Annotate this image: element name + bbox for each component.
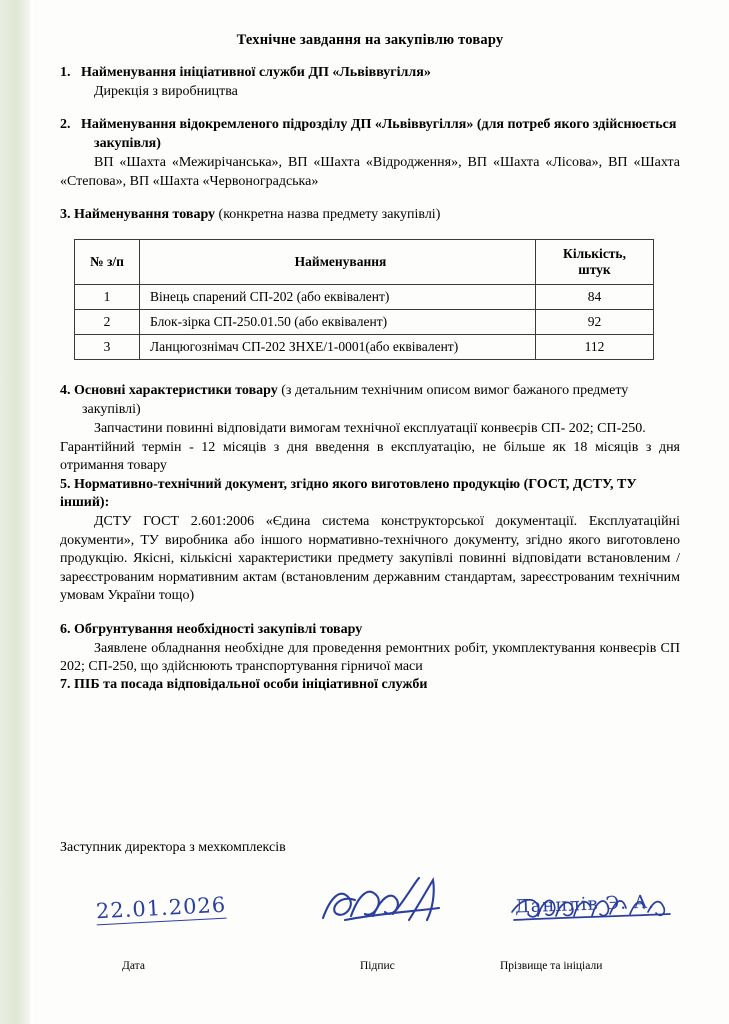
row-3-name: Ланцюгознімач СП-202 ЗНХЕ/1-0001(або еквівалент): [140, 335, 536, 360]
label-surname-initials: Прізвище та ініціали: [500, 960, 603, 972]
section-1-number: 1.: [60, 65, 71, 80]
table-header-name: Найменування: [140, 239, 536, 284]
signer-role: Заступник директора з мехкомплексів: [60, 840, 286, 855]
table-row: [75, 335, 654, 360]
handwritten-name: Данилів Э. А.: [514, 891, 656, 918]
section-1: [60, 64, 680, 101]
section-2-number: 2.: [60, 117, 71, 133]
row-2-qty: 92: [536, 310, 654, 335]
page-binding-edge: [30, 0, 33, 1024]
table-row: [75, 310, 654, 335]
section-5: [60, 476, 680, 606]
signature-row: [60, 890, 680, 960]
row-1-qty: 84: [536, 285, 654, 310]
items-table: [74, 239, 654, 360]
row-1-no: 1: [75, 285, 140, 310]
page-title: Технічне завдання на закупівлю товару: [236, 32, 504, 48]
section-6-number: 6.: [60, 621, 71, 637]
section-2-heading: [60, 116, 680, 154]
section-2-title: Найменування відокремленого підрозділу ДП «Львіввугілля» (для потреб якого здійснюється закупівля): [81, 117, 677, 152]
signature-labels: [60, 960, 680, 978]
section-1-title: Найменування ініціативної служби ДП «Львіввугілля»: [81, 65, 431, 80]
signature-block: [60, 840, 680, 978]
section-2: [60, 116, 680, 191]
section-7-heading: [60, 676, 680, 695]
section-4-subtitle: (з детальним технічним описом вимог бажаного предмету закупівлі): [82, 383, 629, 418]
label-signature: Підпис: [360, 960, 395, 972]
section-3: [60, 206, 680, 360]
section-5-body: ДСТУ ГОСТ 2.601:2006 «Єдина система конструкторської документації. Експлуатаційні документи», ТУ виробника або іншого нормативно-технічного документу, згідно якого виготовлено продукцію. Якісні, кількісні характеристики предмету закупівлі повинні відповідати встановленим / зареєстрованим нормативним актам (встановленим державним стандартам, зареєстрованим технічним умовам України тощо): [60, 514, 680, 604]
table-header-qty-line2: штук: [578, 262, 611, 278]
section-7: [60, 676, 680, 695]
section-4-number: 4.: [60, 383, 71, 399]
table-header-row: [75, 239, 654, 284]
table-header-no: № з/п: [75, 239, 140, 284]
row-2-no: 2: [75, 310, 140, 335]
row-3-no: 3: [75, 335, 140, 360]
section-7-title: ПІБ та посада відповідальної особи ініціативної служби: [74, 677, 428, 693]
table-row: [75, 285, 654, 310]
section-4-body-2: Гарантійний термін - 12 місяців з дня введення в експлуатацію, не більше як 18 місяців з дня отримання товару: [60, 439, 680, 474]
section-3-title: Найменування товару: [74, 207, 216, 223]
section-5-title: Нормативно-технічний документ, згідно якого виготовлено продукцію (ГОСТ, ДСТУ, ТУ інший):: [60, 476, 637, 511]
section-6-body: Заявлене обладнання необхідне для проведення ремонтних робіт, укомплектування конвеєрів СП 202; СП-250, що здійснюють транспортування гірничої маси: [60, 640, 680, 675]
section-4: [60, 382, 680, 475]
section-5-heading: [60, 476, 680, 514]
section-6: [60, 621, 680, 677]
row-1-name: Вінець спарений СП-202 (або еквівалент): [140, 285, 536, 310]
section-1-heading: [60, 64, 680, 83]
row-2-name: Блок-зірка СП-250.01.50 (або еквівалент): [140, 310, 536, 335]
section-5-number: 5.: [60, 476, 71, 492]
label-date: Дата: [122, 960, 145, 972]
table-header-qty-line1: Кількість,: [563, 245, 626, 261]
section-4-heading: [60, 382, 680, 420]
table-header-qty: [536, 239, 654, 284]
section-1-body: Дирекція з виробництва: [94, 83, 238, 99]
section-6-heading: [60, 621, 680, 640]
section-3-number: 3.: [60, 207, 71, 223]
section-7-number: 7.: [60, 677, 71, 693]
section-3-subtitle: (конкретна назва предмету закупівлі): [218, 207, 441, 223]
section-6-title: Обгрунтування необхідності закупівлі товару: [74, 621, 363, 637]
section-2-body: ВП «Шахта «Межирічанська», ВП «Шахта «Відродження», ВП «Шахта «Лісова», ВП «Шахта «Степова», ВП «Шахта «Червоноградська»: [60, 155, 680, 189]
document-content: [60, 0, 680, 1024]
page-binding-strip: [0, 0, 30, 1024]
section-4-title: Основні характеристики товару: [74, 383, 278, 399]
signature-scribble-icon: [315, 874, 455, 936]
section-3-heading: [60, 206, 680, 225]
section-4-body-1: Запчастини повинні відповідати вимогам технічної експлуатації конвеєрів СП- 202; СП-250.: [94, 421, 646, 437]
handwritten-date: 22.01.2026: [95, 892, 227, 924]
row-3-qty: 112: [536, 335, 654, 360]
